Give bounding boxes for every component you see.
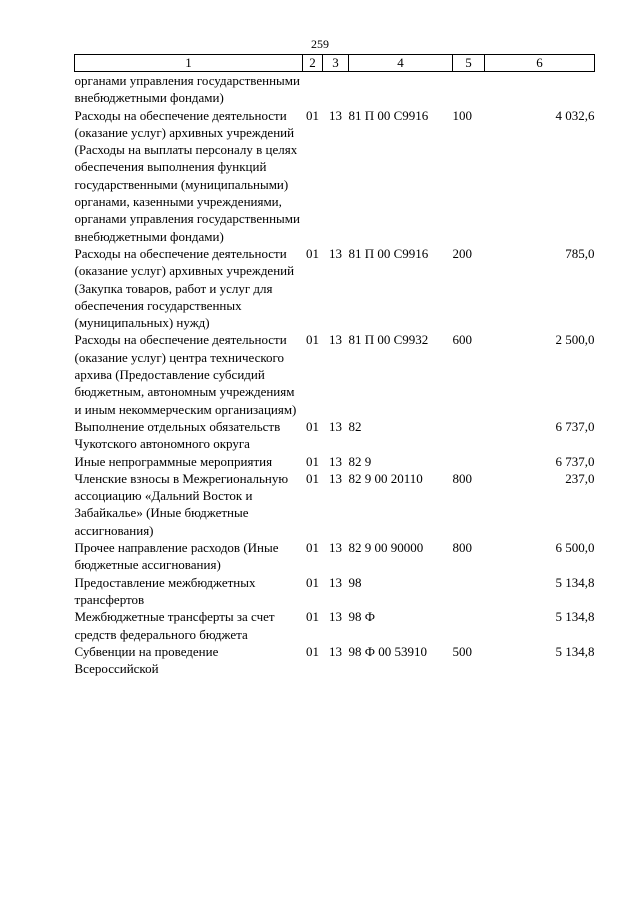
row-section: 01 bbox=[306, 540, 319, 556]
row-target-article: 82 9 00 20110 bbox=[348, 470, 423, 486]
row-expense-type bbox=[453, 453, 485, 470]
row-expense-type: 200 bbox=[452, 245, 472, 261]
row-target-article: 82 bbox=[348, 418, 362, 434]
table-row bbox=[75, 608, 595, 643]
row-subsection: 13 bbox=[329, 107, 342, 123]
row-name: Прочее направление расходов (Иные бюджетные ассигнования) bbox=[74, 540, 279, 573]
row-amount: 6 737,0 bbox=[555, 453, 595, 469]
row-section: 01 bbox=[306, 470, 319, 486]
table-row bbox=[75, 643, 595, 678]
row-expense-type: 800 bbox=[452, 470, 472, 486]
row-name: Расходы на обеспечение деятельности (оказание услуг) архивных учреждений (Закупка товаров, работ и услуг для обеспечения государственных (муниципальных) нужд) bbox=[74, 245, 295, 331]
row-target-article bbox=[349, 72, 453, 107]
row-target-article: 82 9 00 90000 bbox=[348, 540, 424, 556]
row-amount: 785,0 bbox=[565, 245, 595, 261]
row-name: Иные непрограммные мероприятия bbox=[74, 453, 273, 469]
row-expense-type bbox=[453, 608, 485, 643]
row-name: органами управления государственными внебюджетными фондами) bbox=[74, 73, 300, 106]
table-row bbox=[75, 72, 595, 107]
row-section: 01 bbox=[306, 332, 319, 348]
row-expense-type bbox=[453, 72, 485, 107]
row-amount: 5 134,8 bbox=[555, 574, 595, 590]
row-amount bbox=[485, 72, 595, 107]
row-subsection: 13 bbox=[329, 245, 342, 261]
row-target-article: 82 9 bbox=[348, 453, 372, 469]
table-row bbox=[75, 539, 595, 574]
header-col-2: 2 bbox=[303, 55, 323, 72]
row-section: 01 bbox=[306, 245, 319, 261]
table-row bbox=[75, 453, 595, 470]
row-subsection: 13 bbox=[329, 418, 342, 434]
row-expense-type: 100 bbox=[452, 107, 472, 123]
row-amount: 4 032,6 bbox=[555, 107, 595, 123]
row-amount: 6 737,0 bbox=[555, 418, 595, 434]
budget-table bbox=[74, 54, 595, 677]
header-col-6: 6 bbox=[485, 55, 595, 72]
row-subsection: 13 bbox=[329, 643, 342, 659]
row-section: 01 bbox=[306, 418, 319, 434]
table-row bbox=[75, 574, 595, 609]
row-target-article: 81 П 00 С9932 bbox=[348, 332, 429, 348]
table-row bbox=[75, 107, 595, 245]
table-row bbox=[75, 331, 595, 417]
header-col-3: 3 bbox=[323, 55, 349, 72]
page-number: 259 bbox=[311, 37, 329, 51]
row-expense-type bbox=[453, 574, 485, 609]
header-col-4: 4 bbox=[349, 55, 453, 72]
row-section bbox=[303, 72, 323, 107]
row-target-article: 98 Ф 00 53910 bbox=[348, 643, 428, 659]
row-target-article: 81 П 00 С9916 bbox=[348, 107, 429, 123]
row-name: Межбюджетные трансферты за счет средств федерального бюджета bbox=[74, 609, 275, 642]
row-subsection: 13 bbox=[329, 540, 342, 556]
row-target-article: 81 П 00 С9916 bbox=[348, 245, 429, 261]
row-section: 01 bbox=[306, 643, 319, 659]
header-col-5: 5 bbox=[453, 55, 485, 72]
row-expense-type bbox=[453, 418, 485, 453]
row-subsection: 13 bbox=[329, 470, 342, 486]
column-number-header-row bbox=[75, 55, 595, 72]
row-section: 01 bbox=[306, 107, 319, 123]
row-name: Членские взносы в Межрегиональную ассоциацию «Дальний Восток и Забайкалье» (Иные бюджетные ассигнования) bbox=[74, 470, 289, 538]
row-amount: 2 500,0 bbox=[555, 332, 595, 348]
table-row bbox=[75, 470, 595, 539]
row-amount: 6 500,0 bbox=[555, 540, 595, 556]
row-amount: 5 134,8 bbox=[555, 643, 595, 659]
row-target-article: 98 Ф bbox=[348, 609, 376, 625]
row-section: 01 bbox=[306, 609, 319, 625]
row-subsection: 13 bbox=[329, 453, 342, 469]
header-col-1: 1 bbox=[75, 55, 303, 72]
row-subsection: 13 bbox=[329, 609, 342, 625]
row-subsection: 13 bbox=[329, 332, 342, 348]
table-row bbox=[75, 418, 595, 453]
row-name: Расходы на обеспечение деятельности (оказание услуг) центра технического архива (Предоставление субсидий бюджетным, автономным учреждениям и иным некоммерческим организациям) bbox=[74, 332, 297, 417]
table-body bbox=[75, 72, 595, 678]
row-subsection bbox=[323, 72, 349, 107]
table-row bbox=[75, 245, 595, 331]
row-expense-type: 800 bbox=[452, 540, 472, 556]
row-target-article: 98 bbox=[348, 574, 362, 590]
row-name: Выполнение отдельных обязательств Чукотского автономного округа bbox=[74, 418, 281, 452]
row-expense-type: 500 bbox=[452, 643, 472, 659]
row-section: 01 bbox=[306, 574, 319, 590]
row-name: Субвенции на проведение Всероссийской bbox=[74, 643, 219, 677]
row-amount: 237,0 bbox=[565, 470, 595, 486]
row-subsection: 13 bbox=[329, 574, 342, 590]
row-section: 01 bbox=[306, 453, 319, 469]
row-name: Расходы на обеспечение деятельности (оказание услуг) архивных учреждений (Расходы на выплаты персоналу в целях обеспечения выполнения функций государственными (муниципальными) органами, казенными учреждениями, органами управления государственными внебюджетными фондами) bbox=[74, 107, 300, 244]
row-amount: 5 134,8 bbox=[555, 609, 595, 625]
row-name: Предоставление межбюджетных трансфертов bbox=[74, 574, 256, 607]
row-expense-type: 600 bbox=[452, 332, 472, 348]
